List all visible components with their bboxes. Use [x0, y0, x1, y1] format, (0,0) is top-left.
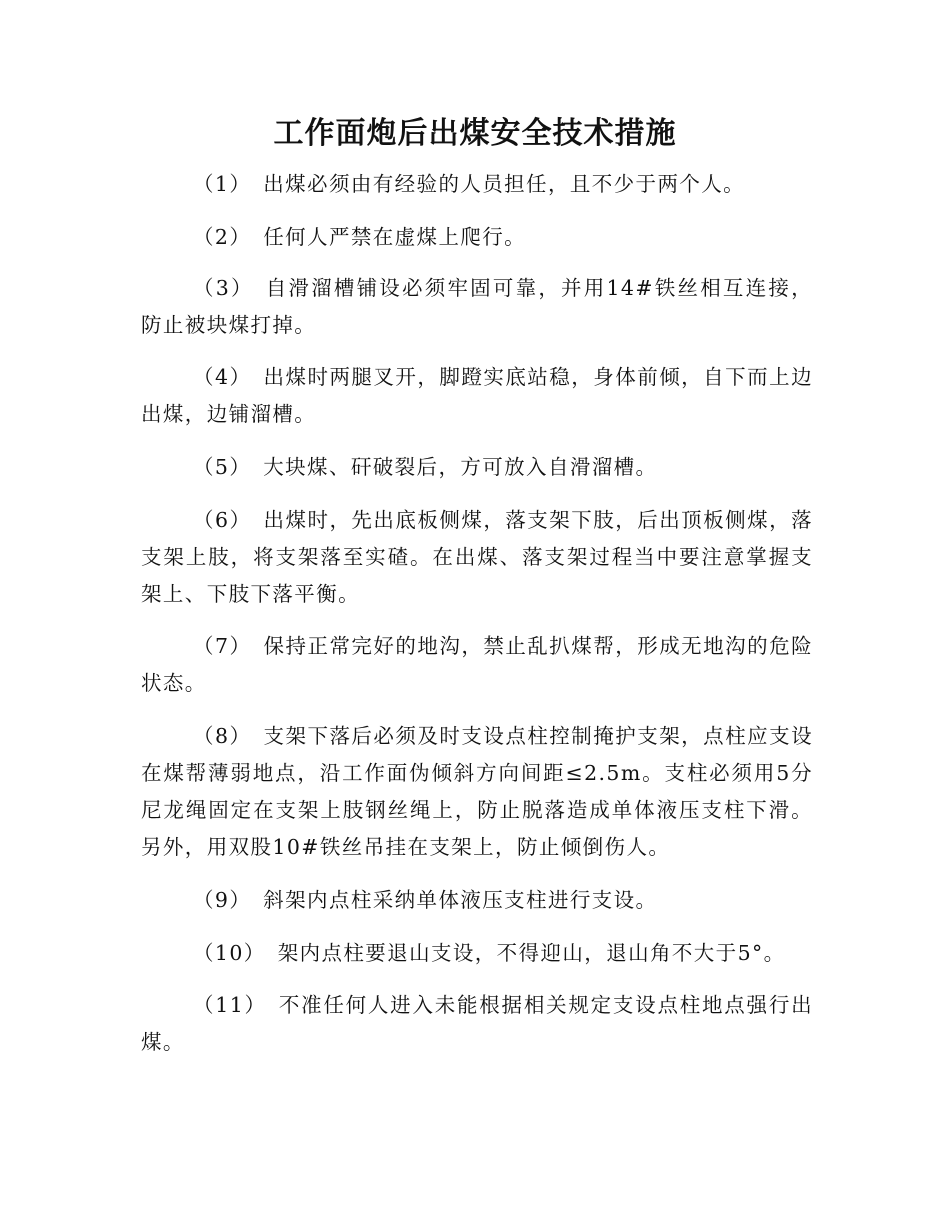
item-text: 保持正常完好的地沟，禁止乱扒煤帮，形成无地沟的危险状态。: [141, 634, 813, 695]
item-text: 不准任何人进入未能根据相关规定支设点柱地点强行出煤。: [141, 993, 813, 1054]
item-number: （10）: [193, 941, 266, 965]
measure-item-8: [141, 718, 813, 866]
item-number: （5）: [193, 455, 252, 479]
item-text: 大块煤、矸破裂后，方可放入自滑溜槽。: [263, 455, 658, 479]
item-number: （6）: [193, 508, 252, 532]
item-text: 支架下落后必须及时支设点柱控制掩护支架，点柱应支设在煤帮薄弱地点，沿工作面伪倾斜方向间距≤2.5m。支柱必须用5分尼龙绳固定在支架上肢钢丝绳上，防止脱落造成单体液压支柱下滑。另外，用双股10#铁丝吊挂在支架上，防止倾倒伤人。: [141, 724, 813, 859]
item-text: 斜架内点柱采纳单体液压支柱进行支设。: [263, 888, 658, 912]
item-text: 出煤时两腿叉开，脚蹬实底站稳，身体前倾，自下而上边出煤，边铺溜槽。: [141, 365, 813, 426]
measure-item-5: [141, 449, 813, 486]
item-number: （2）: [193, 225, 252, 249]
item-text: 出煤必须由有经验的人员担任，且不少于两个人。: [263, 172, 746, 196]
item-number: （11）: [193, 993, 267, 1017]
measure-item-10: [141, 935, 813, 972]
item-text: 自滑溜槽铺设必须牢固可靠，并用14#铁丝相互连接，防止被块煤打掉。: [141, 276, 813, 337]
item-text: 任何人严禁在虚煤上爬行。: [263, 225, 527, 249]
measure-item-9: [141, 882, 813, 919]
measure-item-6: [141, 502, 813, 613]
item-number: （9）: [193, 888, 252, 912]
item-text: 出煤时，先出底板侧煤，落支架下肢，后出顶板侧煤，落支架上肢，将支架落至实碴。在出煤、落支架过程当中要注意掌握支架上、下肢下落平衡。: [141, 508, 813, 606]
document-title: 工作面炮后出煤安全技术措施: [273, 116, 677, 151]
item-number: （8）: [193, 724, 252, 748]
measure-item-7: [141, 628, 813, 702]
item-number: （4）: [193, 365, 252, 389]
measure-item-1: [141, 166, 813, 203]
measure-item-2: [141, 219, 813, 256]
measure-item-11: [141, 987, 813, 1061]
item-number: （7）: [193, 634, 252, 658]
item-number: （1）: [193, 172, 252, 196]
measure-item-4: [141, 359, 813, 433]
measure-item-3: [141, 270, 813, 344]
item-text: 架内点柱要退山支设，不得迎山，退山角不大于5°。: [277, 941, 786, 965]
item-number: （3）: [193, 276, 254, 300]
